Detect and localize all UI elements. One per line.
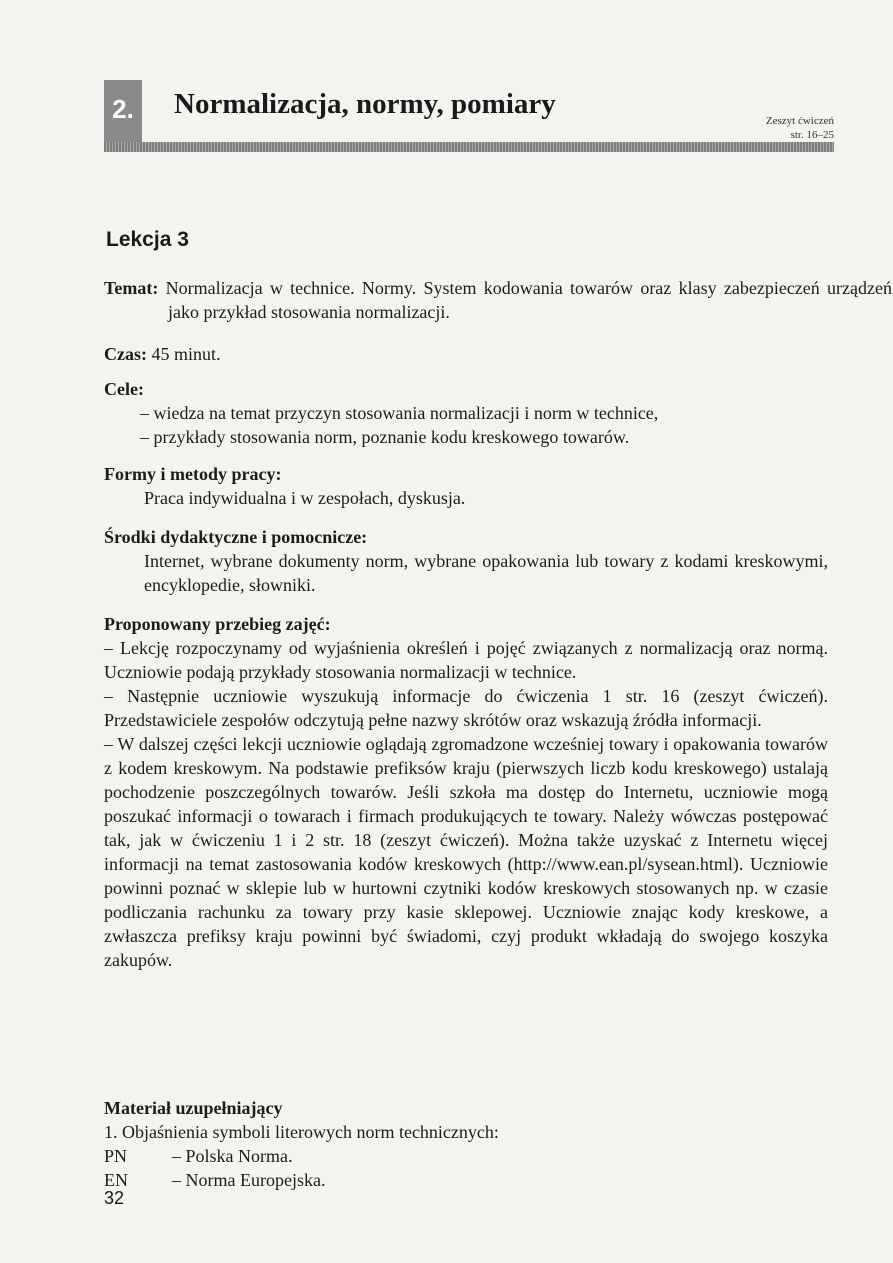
aids-label: Środki dydaktyczne i pomocnicze: — [104, 527, 368, 547]
methods-text: Praca indywidualna i w zespołach, dyskusja. — [144, 488, 466, 508]
workbook-reference — [766, 114, 834, 142]
supplement-desc: – Norma Europejska. — [172, 1170, 326, 1190]
chapter-header — [104, 74, 834, 152]
supplement-item — [104, 1144, 828, 1168]
supplement-desc: – Polska Norma. — [172, 1146, 293, 1166]
goal-item: – przykłady stosowania norm, poznanie kodu kreskowego towarów. — [140, 427, 630, 447]
supplement-intro: 1. Objaśnienia symboli literowych norm technicznych: — [104, 1122, 499, 1142]
course-paragraph: – Lekcję rozpoczynamy od wyjaśnienia określeń i pojęć związanych z normalizacją oraz normą. Uczniowie podają przykłady stosowania normalizacji w technice. — [104, 638, 828, 682]
chapter-number: 2. — [112, 94, 134, 124]
methods-label: Formy i metody pracy: — [104, 464, 282, 484]
time — [104, 342, 828, 366]
supplement — [104, 1096, 828, 1192]
course-paragraph: – Następnie uczniowie wyszukują informacje do ćwiczenia 1 str. 16 (zeszyt ćwiczeń). Przedstawiciele zespołów odczytują pełne nazwy skrótów oraz wskazują źródła informacji. — [104, 686, 828, 730]
header-rule — [104, 142, 834, 152]
goals — [104, 377, 828, 449]
chapter-number-box — [104, 80, 142, 142]
supplement-abbr: EN — [104, 1170, 128, 1190]
course-label: Proponowany przebieg zajęć: — [104, 614, 331, 634]
aids — [104, 525, 828, 597]
goal-item: – wiedza na temat przyczyn stosowania normalizacji i norm w technice, — [140, 403, 659, 423]
supplement-item — [104, 1168, 828, 1192]
course-paragraph: – W dalszej części lekcji uczniowie oglądają zgromadzone wcześniej towary i opakowania towarów z kodem kreskowym. Na podstawie prefiksów kraju (pierwszych liczb kodu kreskowego) ustalają pochodzenie poszczególnych towarów. Jeśli szkoła ma dostęp do Internetu, uczniowie mogą poszukać informacji o towarach i firmach produkujących te towary. Należy wówczas postępować tak, jak w ćwiczeniu 1 i 2 str. 18 (zeszyt ćwiczeń). Można także uzyskać z Internetu więcej informacji na temat zastosowania kodów kreskowych (http://www.ean.pl/sysean.html). Uczniowie powinni poznać w sklepie lub w hurtowni czytniki kodów kreskowych stosowanych np. w czasie podliczania rachunku za towary przy kasie sklepowej. Uczniowie znając kody kreskowe, a zwłaszcza prefiksy kraju powinni być świadomi, czyj produkt wkładają do swojego koszyka zakupów. — [104, 734, 828, 970]
time-value: 45 minut. — [151, 344, 221, 364]
chapter-title: Normalizacja, normy, pomiary — [174, 88, 556, 120]
page-number: 32 — [104, 1188, 125, 1208]
topic — [104, 276, 892, 324]
goals-label: Cele: — [104, 379, 144, 399]
supplement-abbr: PN — [104, 1146, 128, 1166]
time-label: Czas: — [104, 344, 147, 364]
methods — [104, 462, 828, 510]
topic-text: Normalizacja w technice. Normy. System kodowania towarów oraz klasy zabezpieczeń urządzeń jako przykład stosowania normalizacji. — [165, 278, 893, 322]
workbook-pages: str. 16–25 — [790, 129, 834, 141]
workbook-label: Zeszyt ćwiczeń — [765, 115, 834, 127]
topic-label: Temat: — [104, 278, 159, 298]
lesson-title: Lekcja 3 — [106, 228, 189, 251]
aids-text: Internet, wybrane dokumenty norm, wybrane opakowania lub towary z kodami kreskowymi, encyklopedie, słowniki. — [144, 551, 828, 595]
course — [104, 612, 828, 972]
supplement-label: Materiał uzupełniający — [104, 1098, 283, 1118]
